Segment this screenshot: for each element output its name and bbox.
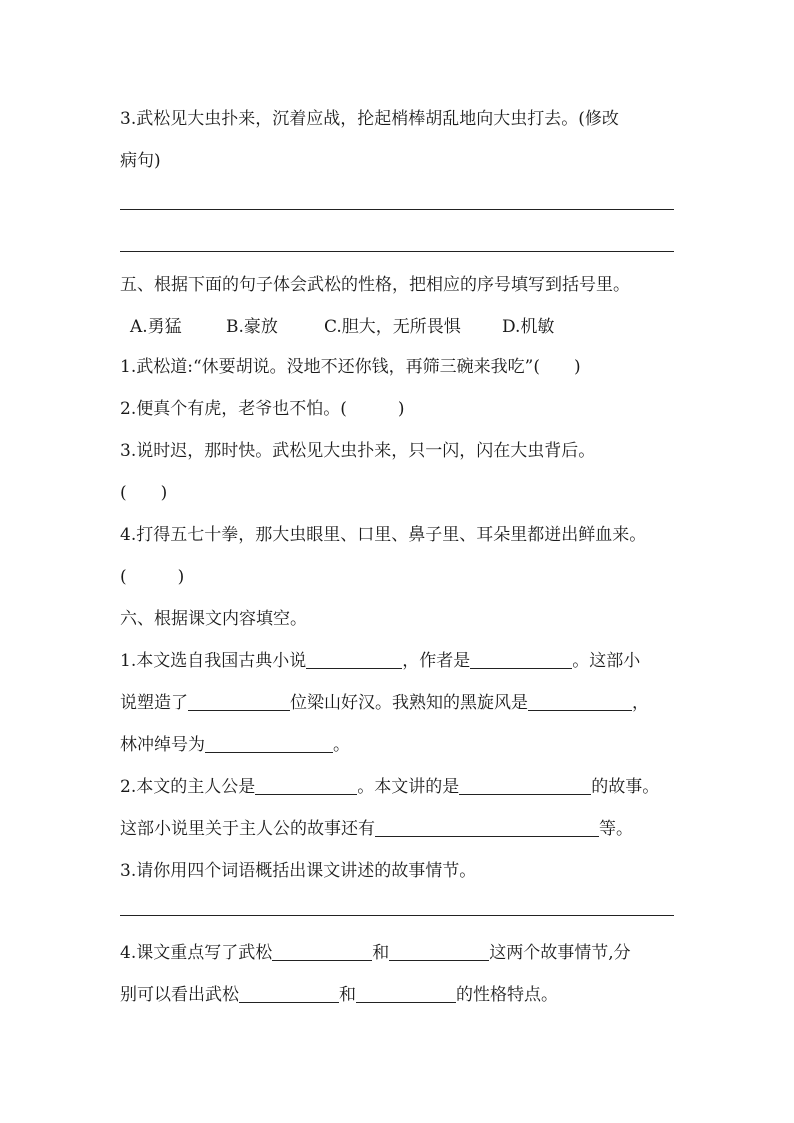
section-5-title: 五、根据下面的句子体会武松的性格，把相应的序号填写到括号里。	[120, 275, 630, 295]
s6-q1-text: ，作者是	[402, 651, 471, 671]
s5-item-2-text: 2.便真个有虎，老爷也不怕。	[120, 399, 341, 419]
s5-item-1-paren[interactable]: ( )	[533, 357, 581, 377]
question-3-text: 3.武松见大虫扑来，沉着应战，抡起梢棒胡乱地向大虫打去。(修改	[120, 109, 619, 129]
s6-q2-text: 等。	[599, 819, 633, 839]
s6-q4-text: 别可以看出武松	[120, 985, 239, 1005]
s5-item-4-paren[interactable]: ( )	[120, 567, 185, 587]
fill-blank-linchong[interactable]	[205, 734, 333, 753]
s6-q4-text: 这两个故事情节,分	[489, 943, 631, 963]
s6-q1-text: 林冲绰号为	[120, 735, 205, 755]
s6-q2-line2	[120, 818, 633, 840]
fill-blank-protagonist[interactable]	[255, 776, 357, 795]
option-b: B.豪放	[226, 317, 278, 337]
s6-q1-text: 。这部小	[572, 651, 641, 671]
answer-line[interactable]	[120, 209, 674, 210]
answer-line[interactable]	[120, 915, 674, 916]
s6-q1-text: 1.本文选自我国古典小说	[120, 651, 307, 671]
s6-q2-text: 2.本文的主人公是	[120, 777, 256, 797]
fill-blank-other-stories[interactable]	[375, 818, 599, 837]
s5-item-4: 4.打得五七十拳，那大虫眼里、口里、鼻子里、耳朵里都迸出鲜血来。	[120, 525, 647, 545]
fill-blank-count[interactable]	[188, 692, 290, 711]
fill-blank-plot-2[interactable]	[389, 942, 489, 961]
s6-q2-line1	[120, 776, 659, 798]
s6-q2-text: 这部小说里关于主人公的故事还有	[120, 819, 375, 839]
s6-q4-text: 和	[372, 943, 390, 963]
s6-q2-text: 的故事。	[591, 777, 660, 797]
s5-item-2-paren[interactable]: ( )	[340, 399, 405, 419]
fill-blank-author[interactable]	[470, 650, 572, 669]
s6-q1-text: ，	[632, 693, 649, 713]
s6-q4-text: 4.课文重点写了武松	[120, 943, 273, 963]
options-row	[130, 316, 554, 338]
fill-blank-story[interactable]	[459, 776, 591, 795]
s6-q1-text: 位梁山好汉。我熟知的黑旋风是	[290, 693, 528, 713]
s6-q4-line1	[120, 942, 631, 964]
question-3-text-cont: 病句)	[120, 151, 161, 171]
s6-q1-text: 说塑造了	[120, 693, 188, 713]
s5-item-3: 3.说时迟，那时快。武松见大虫扑来，只一闪，闪在大虫背后。	[120, 441, 596, 461]
s5-item-2	[120, 398, 405, 420]
option-c: C.胆大，无所畏惧	[324, 317, 461, 337]
fill-blank-novel[interactable]	[306, 650, 402, 669]
fill-blank-trait-1[interactable]	[239, 984, 339, 1003]
s6-q4-line2	[120, 984, 558, 1006]
s6-q2-text: 。本文讲的是	[357, 777, 460, 797]
s5-item-3-paren[interactable]: ( )	[120, 483, 168, 503]
s6-q1-text: 。	[333, 735, 350, 755]
fill-blank-plot-1[interactable]	[272, 942, 372, 961]
s6-q4-text: 和	[339, 985, 356, 1005]
answer-line[interactable]	[120, 251, 674, 252]
section-6-title: 六、根据课文内容填空。	[120, 609, 307, 629]
s6-q4-text: 的性格特点。	[456, 985, 558, 1005]
fill-blank-trait-2[interactable]	[356, 984, 456, 1003]
option-d: D.机敏	[502, 317, 555, 337]
fill-blank-heixuanfeng[interactable]	[528, 692, 632, 711]
s6-q3-text: 3.请你用四个词语概括出课文讲述的故事情节。	[120, 861, 477, 881]
s6-q1-line2	[120, 692, 649, 714]
option-a: A.勇猛	[130, 317, 182, 337]
s5-item-1	[120, 356, 581, 378]
s6-q1-line1	[120, 650, 640, 672]
s6-q1-line3	[120, 734, 350, 756]
s5-item-1-text: 1.武松道:“休要胡说。没地不还你钱，再筛三碗来我吃”	[120, 357, 534, 377]
